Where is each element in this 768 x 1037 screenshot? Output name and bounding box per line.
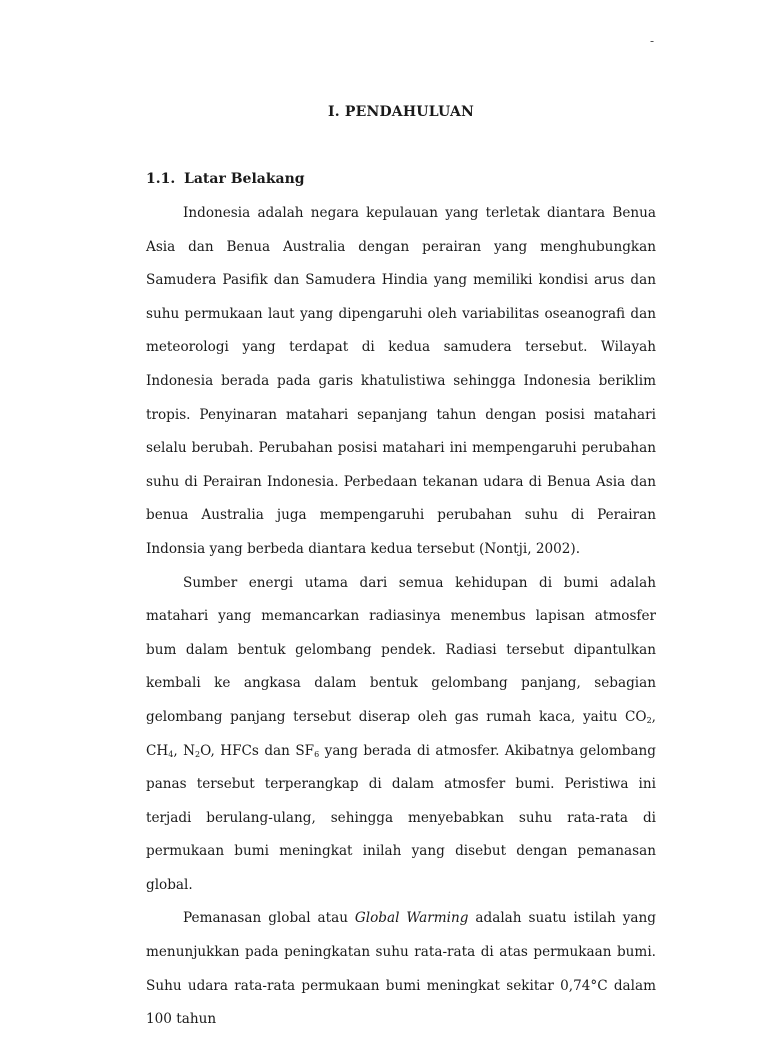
chapter-title: I. PENDAHULUAN (327, 104, 475, 120)
paragraph-2: Sumber energi utama dari semua kehidupan di bumi adalah matahari yang memancarkan radiasinya menembus lapisan atmosfer bum dalam bentuk gelombang pendek. Radiasi tersebut dipantulkan kembali ke angkasa dalam bentuk gelombang panjang, sebagian gelombang panjang tersebut diserap oleh gas rumah kaca, yaitu $CO_2$, $CH_4$, $N_2O$, HFCs dan $SF_6$ yang berada di atmosfer. Akibatnya gelombang panas tersebut terperangkap di dalam atmosfer bumi. Peristiwa ini terjadi berulang-ulang, sehingga menyebabkan suhu rata-rata di permukaan bumi meningkat inilah yang disebut dengan pemanasan global. (146, 574, 656, 893)
paragraph-3: Pemanasan global atau Global Warming adalah suatu istilah yang menunjukkan pada peningkatan suhu rata-rata di atas permukaan bumi. Suhu udara rata-rata permukaan bumi meningkat sekitar 0,74°C dalam 100 tahun (146, 910, 656, 1028)
italic-term: Global Warming (354, 910, 469, 927)
section-heading (146, 171, 305, 187)
section-title: Latar Belakang (184, 171, 305, 187)
paragraph-1: Indonesia adalah negara kepulauan yang terletak diantara Benua Asia dan Benua Australia dengan perairan yang menghubungkan Samudera Pasifik dan Samudera Hindia yang memiliki kondisi arus dan suhu permukaan laut yang dipengaruhi oleh variabilitas oseanografi dan meteorologi yang terdapat di kedua samudera tersebut. Wilayah Indonesia berada pada garis khatulistiwa sehingga Indonesia beriklim tropis. Penyinaran matahari sepanjang tahun dengan posisi matahari selalu berubah. Perubahan posisi matahari ini mempengaruhi perubahan suhu di Perairan Indonesia. Perbedaan tekanan udara di Benua Asia dan benua Australia juga mempengaruhi perubahan suhu di Perairan Indonsia yang berbeda diantara kedua tersebut (Nontji, 2002). (146, 205, 656, 557)
page-mark: - (650, 34, 655, 48)
section-number: 1.1. (146, 171, 176, 187)
body-text (146, 197, 656, 1028)
